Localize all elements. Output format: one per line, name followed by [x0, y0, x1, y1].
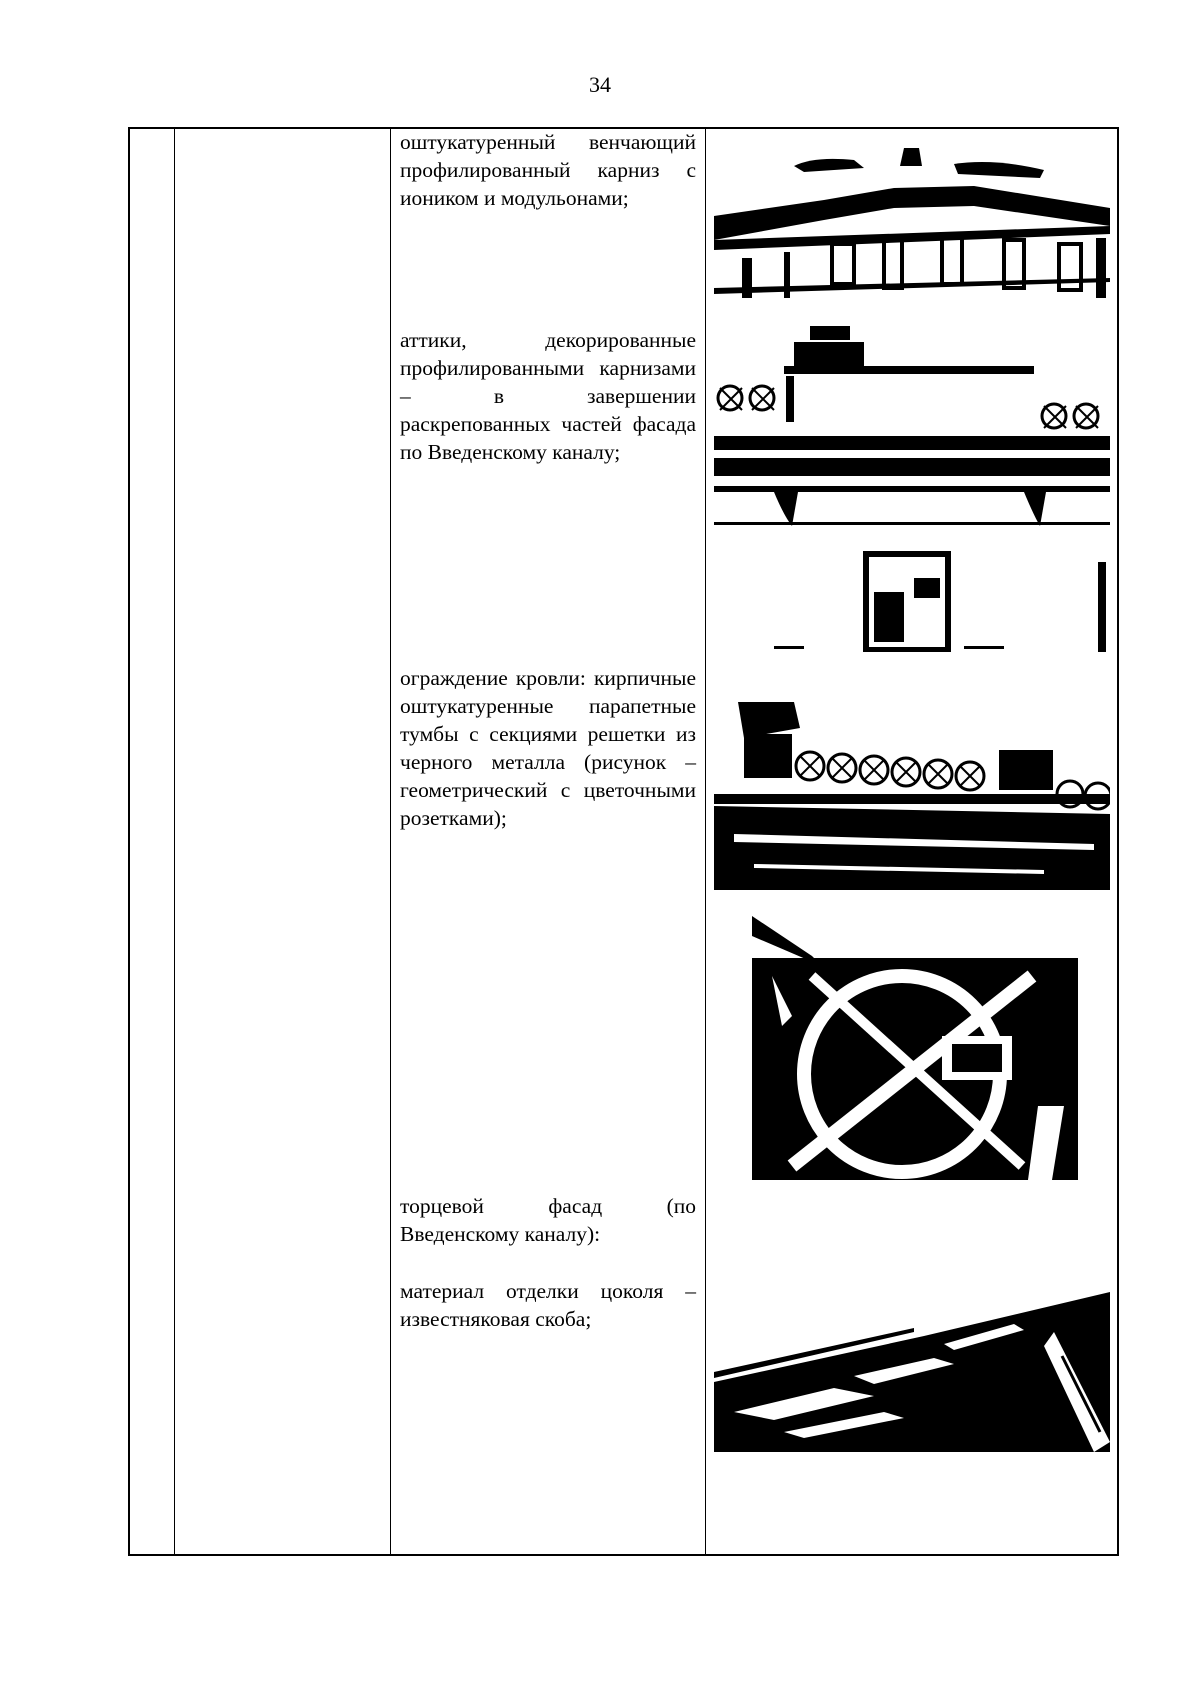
rosette-detail-photo: [752, 916, 1078, 1180]
cornice-photo: [714, 148, 1110, 298]
attic-photo: [714, 326, 1110, 652]
column-divider-3: [705, 129, 706, 1554]
page-number: 34: [589, 72, 611, 97]
railing-photo: [714, 694, 1110, 890]
end-facade-description: торцевой фасад (по Введенскому каналу):: [400, 1194, 696, 1246]
roof-railing-description: ограждение кровли: кирпичные оштукатуренные парапетные тумбы с секциями решетки из черного металла (рисунок – геометрический с цветочными розетками);: [400, 666, 696, 830]
attics-description: аттики, декорированные профилированными карнизами – в завершении раскрепованных частей фасада по Введенскому каналу;: [400, 328, 696, 464]
column-divider-2: [390, 129, 391, 1554]
limestone-photo: [714, 1292, 1110, 1452]
column-divider-1: [174, 129, 175, 1554]
cornice-description: оштукатуренный венчающий профилированный карниз с иоником и модульонами;: [400, 130, 696, 210]
plinth-description: материал отделки цоколя – известняковая скоба;: [400, 1279, 696, 1331]
